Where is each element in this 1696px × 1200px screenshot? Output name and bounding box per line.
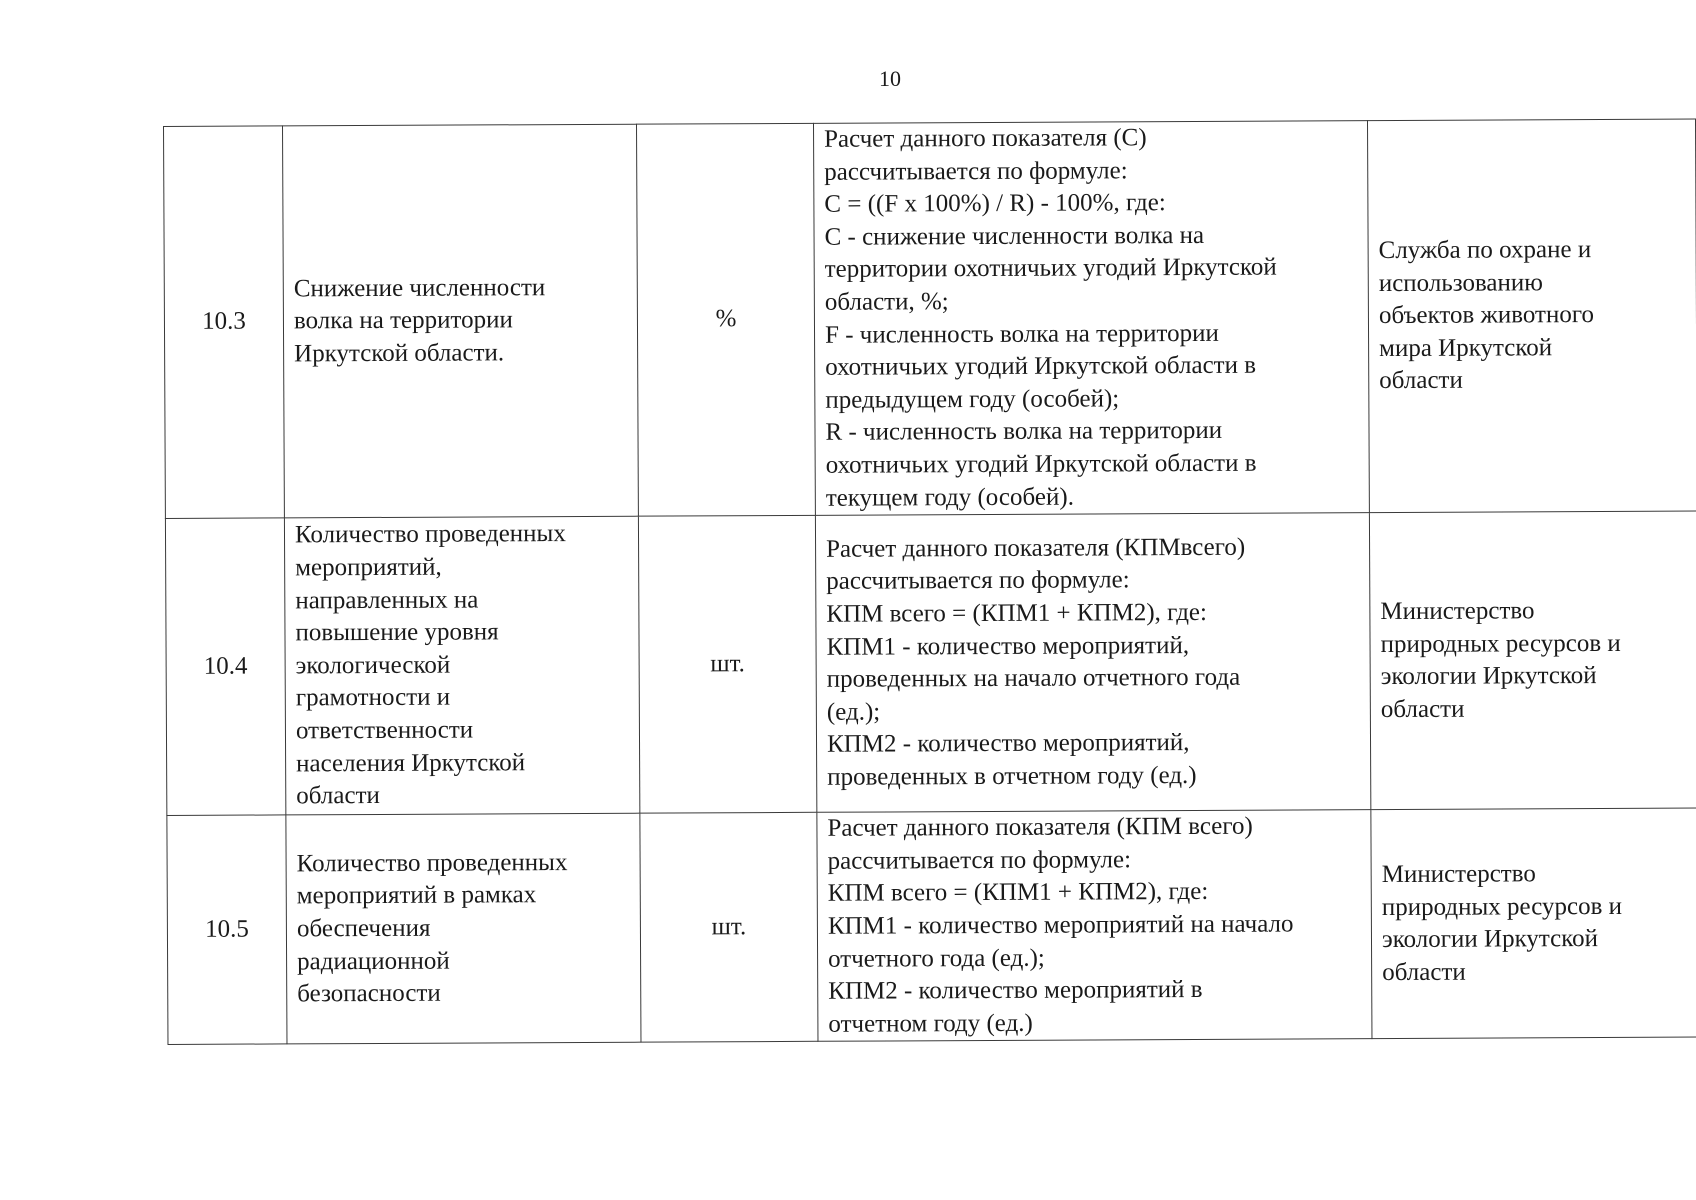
- responsible-body-line: области: [1382, 958, 1466, 986]
- table-row: [167, 808, 1696, 1045]
- calculation-method-line: отчетного года (ед.);: [828, 944, 1045, 973]
- page-number: 10: [879, 66, 901, 91]
- indicator-name-line: повышение уровня: [295, 618, 499, 647]
- responsible-body-line: объектов животного: [1378, 301, 1594, 330]
- calculation-method-line: отчетном году (ед.): [828, 1009, 1033, 1038]
- row-number-cell: 10.5: [167, 815, 287, 1045]
- calculation-method-line: КПМ2 - количество мероприятий,: [826, 729, 1190, 759]
- indicator-name-line: мероприятий в рамках: [296, 881, 537, 910]
- indicator-name-line: мероприятий,: [295, 553, 442, 582]
- calculation-method-line: (ед.);: [826, 698, 881, 726]
- calculation-method-line: охотничьих угодий Иркутской области в: [825, 449, 1257, 479]
- calculation-method-line: Расчет данного показателя (КПМ всего): [827, 812, 1253, 842]
- responsible-body-cell: [1369, 511, 1696, 810]
- indicators-table: [163, 119, 1696, 1046]
- responsible-body-line: экологии Иркутской: [1381, 925, 1599, 954]
- calculation-method-line: рассчитывается по формуле:: [824, 156, 1128, 186]
- calculation-method-line: рассчитывается по формуле:: [826, 566, 1130, 596]
- unit-of-measure-cell: шт.: [638, 515, 816, 813]
- calculation-method-line: Расчет данного показателя (С): [824, 124, 1147, 153]
- calculation-method-line: текущем году (особей).: [825, 483, 1074, 512]
- responsible-body-cell: [1371, 808, 1696, 1039]
- responsible-body-line: использованию: [1378, 268, 1543, 297]
- calculation-method-line: территории охотничьих угодий Иркутской: [824, 253, 1277, 284]
- calculation-method-line: КПМ2 - количество мероприятий в: [828, 976, 1203, 1005]
- calculation-method-line: предыдущем году (особей);: [825, 385, 1120, 414]
- indicator-name-line: обеспечения: [296, 914, 431, 943]
- responsible-body-line: мира Иркутской: [1379, 334, 1553, 362]
- calculation-method-line: области, %;: [824, 288, 949, 316]
- indicator-name-line: области: [296, 782, 380, 810]
- responsible-body-line: природных ресурсов и: [1381, 892, 1623, 921]
- calculation-method-line: Расчет данного показателя (КПМвсего): [826, 533, 1246, 563]
- calculation-method-cell: [817, 810, 1372, 1042]
- indicator-name-line: ответственности: [295, 716, 474, 745]
- calculation-method-line: рассчитывается по формуле:: [827, 845, 1132, 875]
- responsible-body-line: Служба по охране и: [1378, 236, 1592, 265]
- indicator-name-cell: [284, 516, 639, 815]
- indicator-name-line: Количество проведенных: [296, 848, 568, 878]
- responsible-body-line: Министерство: [1380, 597, 1535, 625]
- responsible-body-line: Министерство: [1381, 860, 1536, 889]
- calculation-method-line: С - снижение численности волка на: [824, 221, 1205, 251]
- indicator-name-cell: [286, 813, 641, 1044]
- responsible-body-line: экологии Иркутской: [1380, 662, 1597, 691]
- unit-of-measure-cell: %: [636, 123, 815, 516]
- calculation-method-line: R - численность волка на территории: [825, 417, 1223, 447]
- calculation-method-line: КПМ1 - количество мероприятий на начало: [827, 910, 1294, 940]
- indicator-name-line: волка на территории: [293, 306, 513, 335]
- indicators-table-body: [164, 119, 1696, 1045]
- indicator-name-line: населения Иркутской: [296, 748, 526, 777]
- calculation-method-line: F - численность волка на территории: [824, 319, 1219, 349]
- responsible-body-line: области: [1380, 695, 1465, 723]
- indicator-name-cell: [283, 124, 639, 518]
- indicator-name-line: направленных на: [295, 586, 479, 614]
- calculation-method-line: проведенных на начало отчетного года: [826, 663, 1241, 693]
- calculation-method-cell: [815, 513, 1370, 813]
- indicator-name-line: радиационной: [297, 947, 450, 975]
- calculation-method-cell: [813, 121, 1369, 516]
- indicator-name-line: безопасности: [297, 979, 441, 1008]
- calculation-method-line: КПМ всего = (КПМ1 + КПМ2), где:: [827, 878, 1209, 908]
- row-number-cell: 10.3: [164, 126, 285, 519]
- table-row: [165, 511, 1696, 815]
- responsible-body-line: области: [1379, 367, 1463, 395]
- calculation-method-line: КПМ всего = (КПМ1 + КПМ2), где:: [826, 598, 1207, 628]
- indicator-name-line: Количество проведенных: [294, 520, 566, 549]
- calculation-method-line: охотничьих угодий Иркутской области в: [825, 351, 1257, 381]
- indicator-name-line: Иркутской области.: [294, 339, 505, 368]
- row-number-cell: 10.4: [165, 518, 285, 816]
- unit-of-measure-cell: шт.: [640, 812, 818, 1042]
- calculation-method-line: проведенных в отчетном году (ед.): [827, 761, 1197, 791]
- table-row: [164, 119, 1696, 519]
- responsible-body-cell: [1367, 119, 1696, 513]
- responsible-body-line: природных ресурсов и: [1380, 629, 1621, 658]
- indicator-name-line: Снижение численности: [293, 273, 546, 303]
- calculation-method-line: С = ((F x 100%) / R) - 100%, где:: [824, 189, 1166, 218]
- indicator-name-line: экологической: [295, 651, 451, 680]
- indicator-name-line: грамотности и: [295, 684, 451, 712]
- calculation-method-line: КПМ1 - количество мероприятий,: [826, 631, 1190, 661]
